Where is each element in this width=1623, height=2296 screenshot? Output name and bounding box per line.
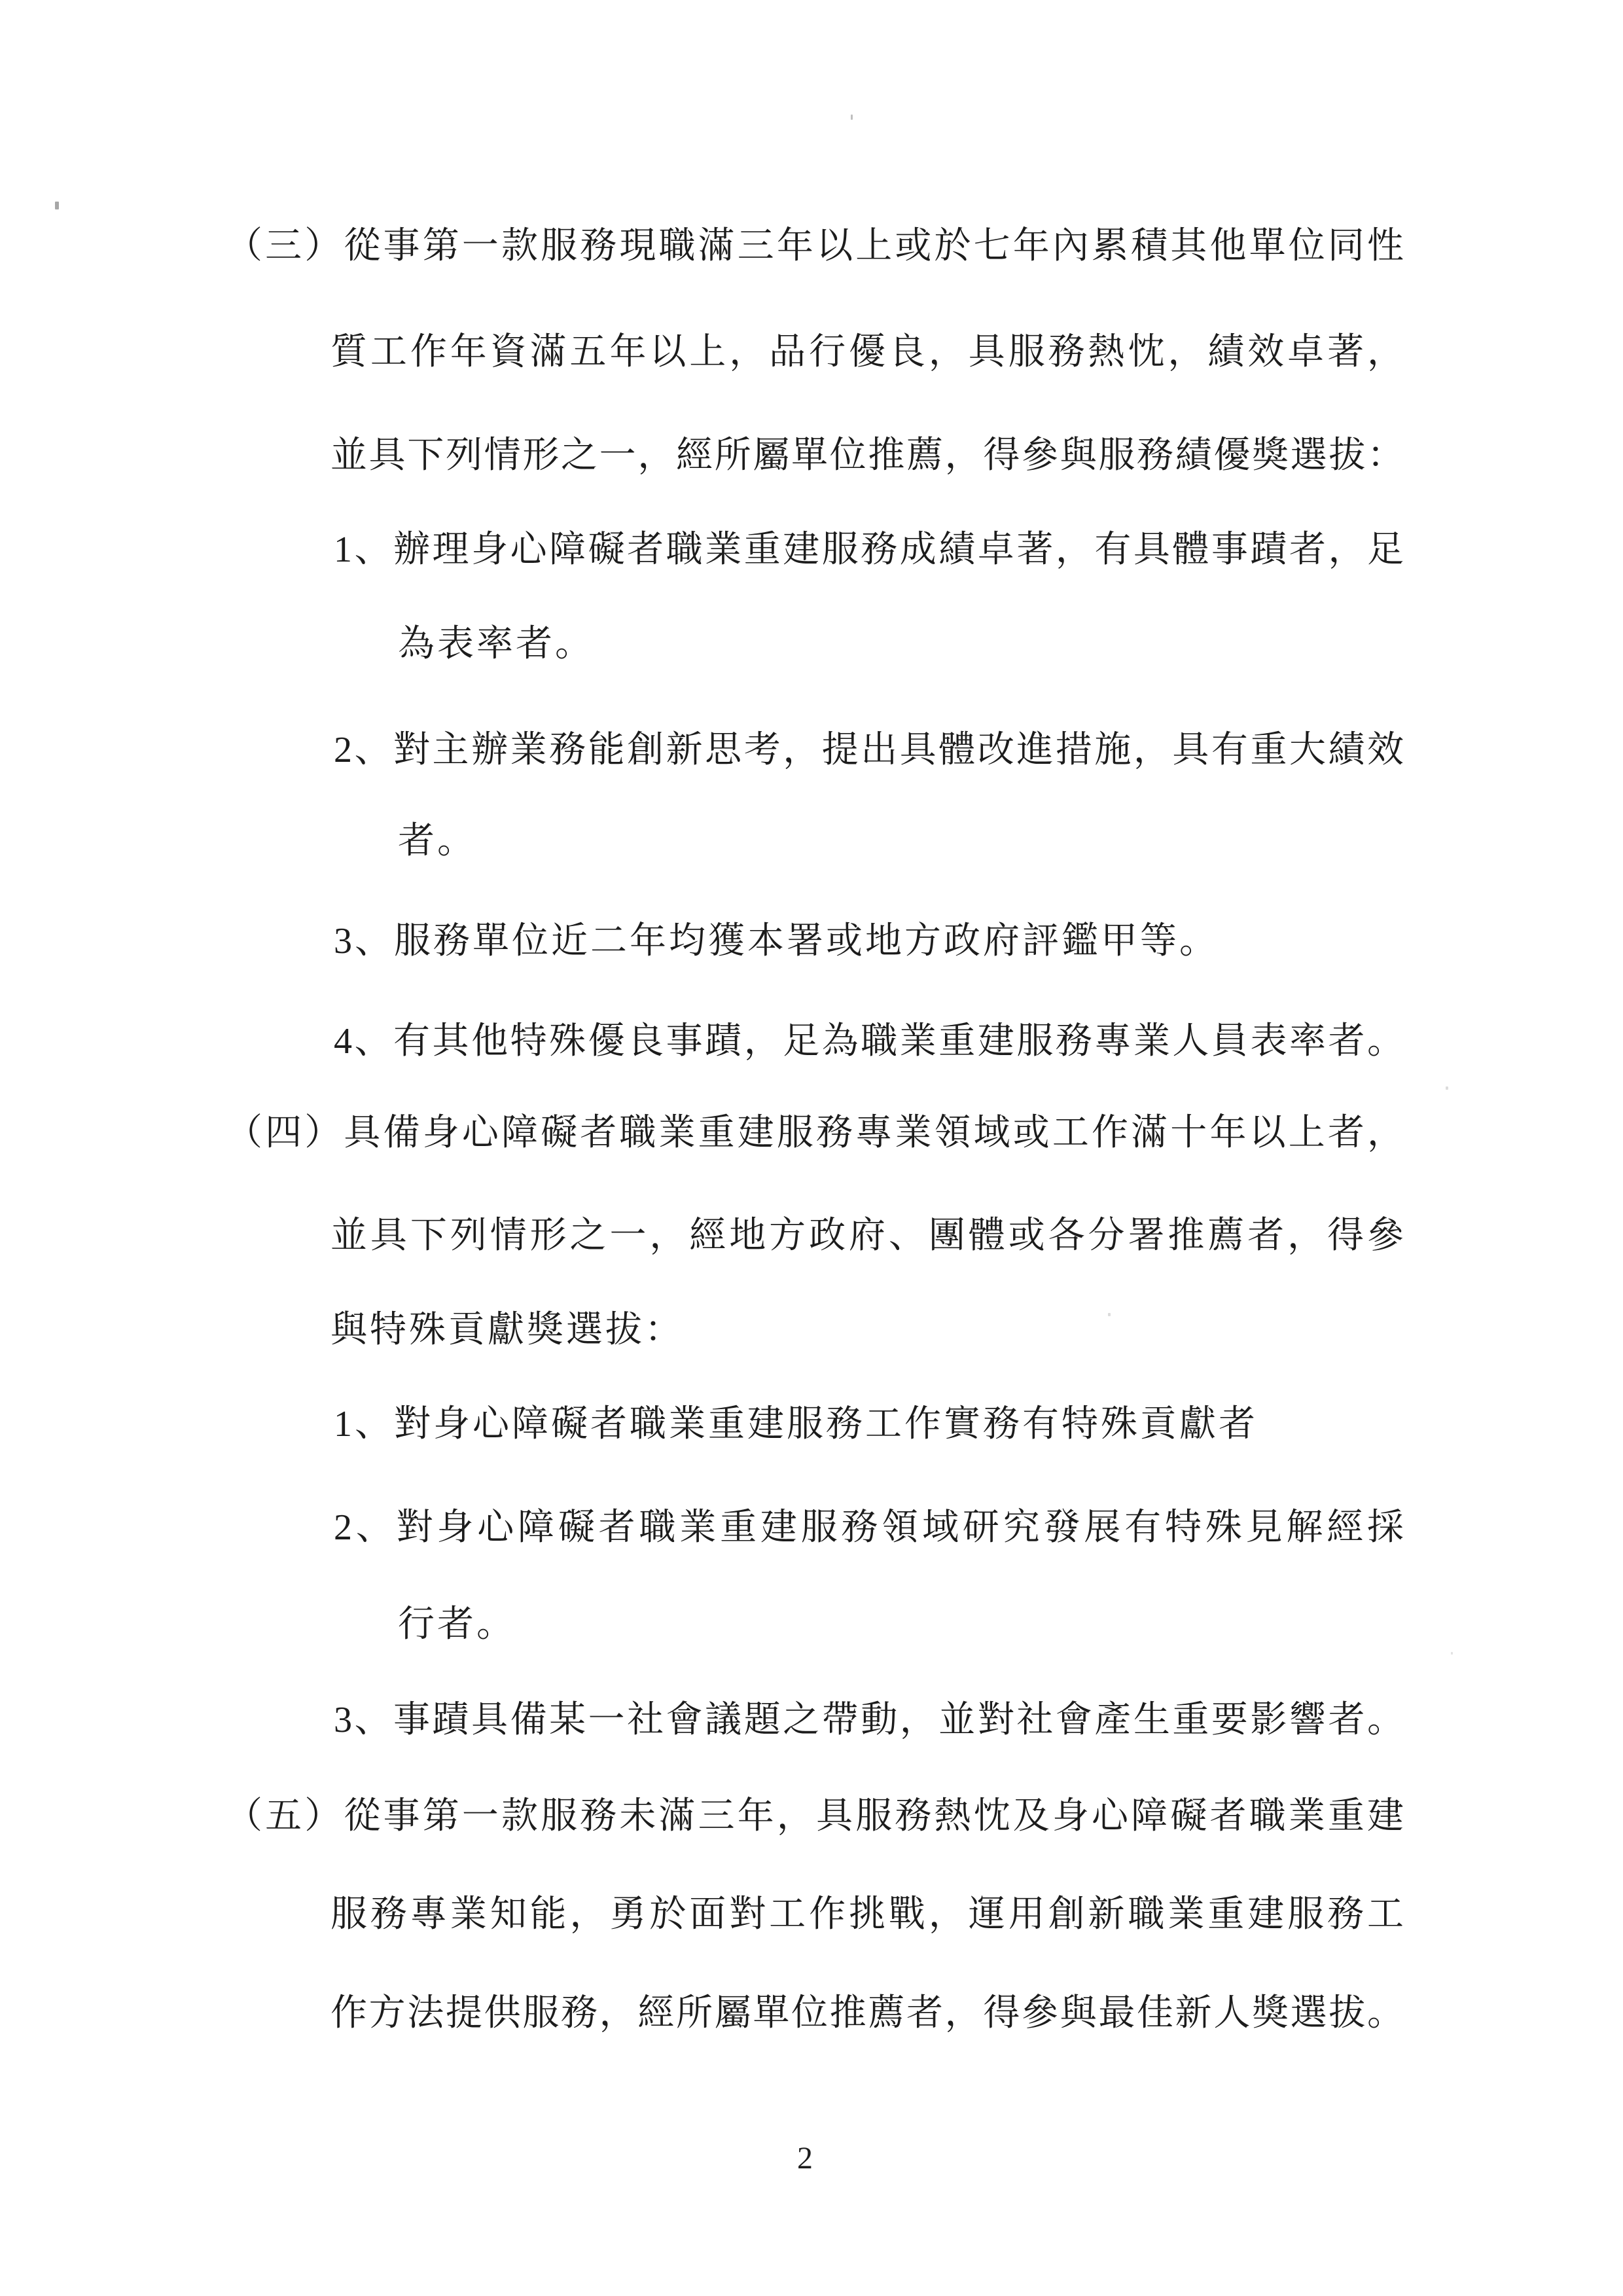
scan-speck (1108, 1313, 1111, 1316)
doc-line-item-3-heading: （三）從事第一款服務現職滿三年以上或於七年內累積其他單位同性 (226, 226, 1404, 266)
scan-speck (1451, 1652, 1453, 1655)
doc-line-item-5-cont-1: 服務專業知能，勇於面對工作挑戰，運用創新職業重建服務工 (330, 1894, 1404, 1935)
scan-speck (55, 202, 59, 209)
doc-line-item-4-sub-1: 1、對身心障礙者職業重建服務工作實務有特殊貢獻者 (334, 1404, 1258, 1444)
scan-speck (851, 115, 853, 120)
doc-line-item-5-cont-2: 作方法提供服務，經所屬單位推薦者，得參與最佳新人獎選拔。 (330, 1993, 1404, 2034)
doc-line-item-4-cont-2: 與特殊貢獻獎選拔： (330, 1310, 684, 1350)
doc-line-item-3-sub-3: 3、服務單位近二年均獲本署或地方政府評鑑甲等。 (334, 921, 1219, 961)
doc-line-item-3-sub-2: 2、對主辦業務能創新思考，提出具體改進措施，具有重大績效 (334, 730, 1404, 770)
doc-line-item-4-sub-2-cont: 行者。 (398, 1604, 516, 1645)
doc-line-item-3-sub-1: 1、辦理身心障礙者職業重建服務成績卓著，有具體事蹟者，足 (334, 529, 1404, 570)
doc-line-item-4-sub-3: 3、事蹟具備某一社會議題之帶動，並對社會產生重要影響者。 (334, 1700, 1404, 1740)
doc-line-item-4-sub-2: 2、對身心障礙者職業重建服務領域研究發展有特殊見解經採 (334, 1507, 1404, 1548)
doc-line-item-3-cont-1: 質工作年資滿五年以上，品行優良，具服務熱忱，績效卓著， (330, 332, 1404, 372)
doc-line-item-3-sub-2-cont: 者。 (398, 821, 476, 861)
doc-line-item-3-sub-4: 4、有其他特殊優良事蹟，足為職業重建服務專業人員表率者。 (334, 1021, 1404, 1062)
doc-line-item-5-heading: （五）從事第一款服務未滿三年，具服務熱忱及身心障礙者職業重建 (226, 1796, 1404, 1837)
doc-line-item-4-cont-1: 並具下列情形之一，經地方政府、團體或各分署推薦者，得參 (330, 1215, 1404, 1256)
doc-line-item-3-cont-2: 並具下列情形之一，經所屬單位推薦，得參與服務績優獎選拔： (330, 435, 1404, 476)
doc-line-item-4-heading: （四）具備身心障礙者職業重建服務專業領域或工作滿十年以上者， (226, 1113, 1404, 1153)
page-number: 2 (797, 2141, 813, 2176)
doc-line-item-3-sub-1-cont: 為表率者。 (398, 624, 594, 664)
scan-speck (1446, 1086, 1448, 1090)
